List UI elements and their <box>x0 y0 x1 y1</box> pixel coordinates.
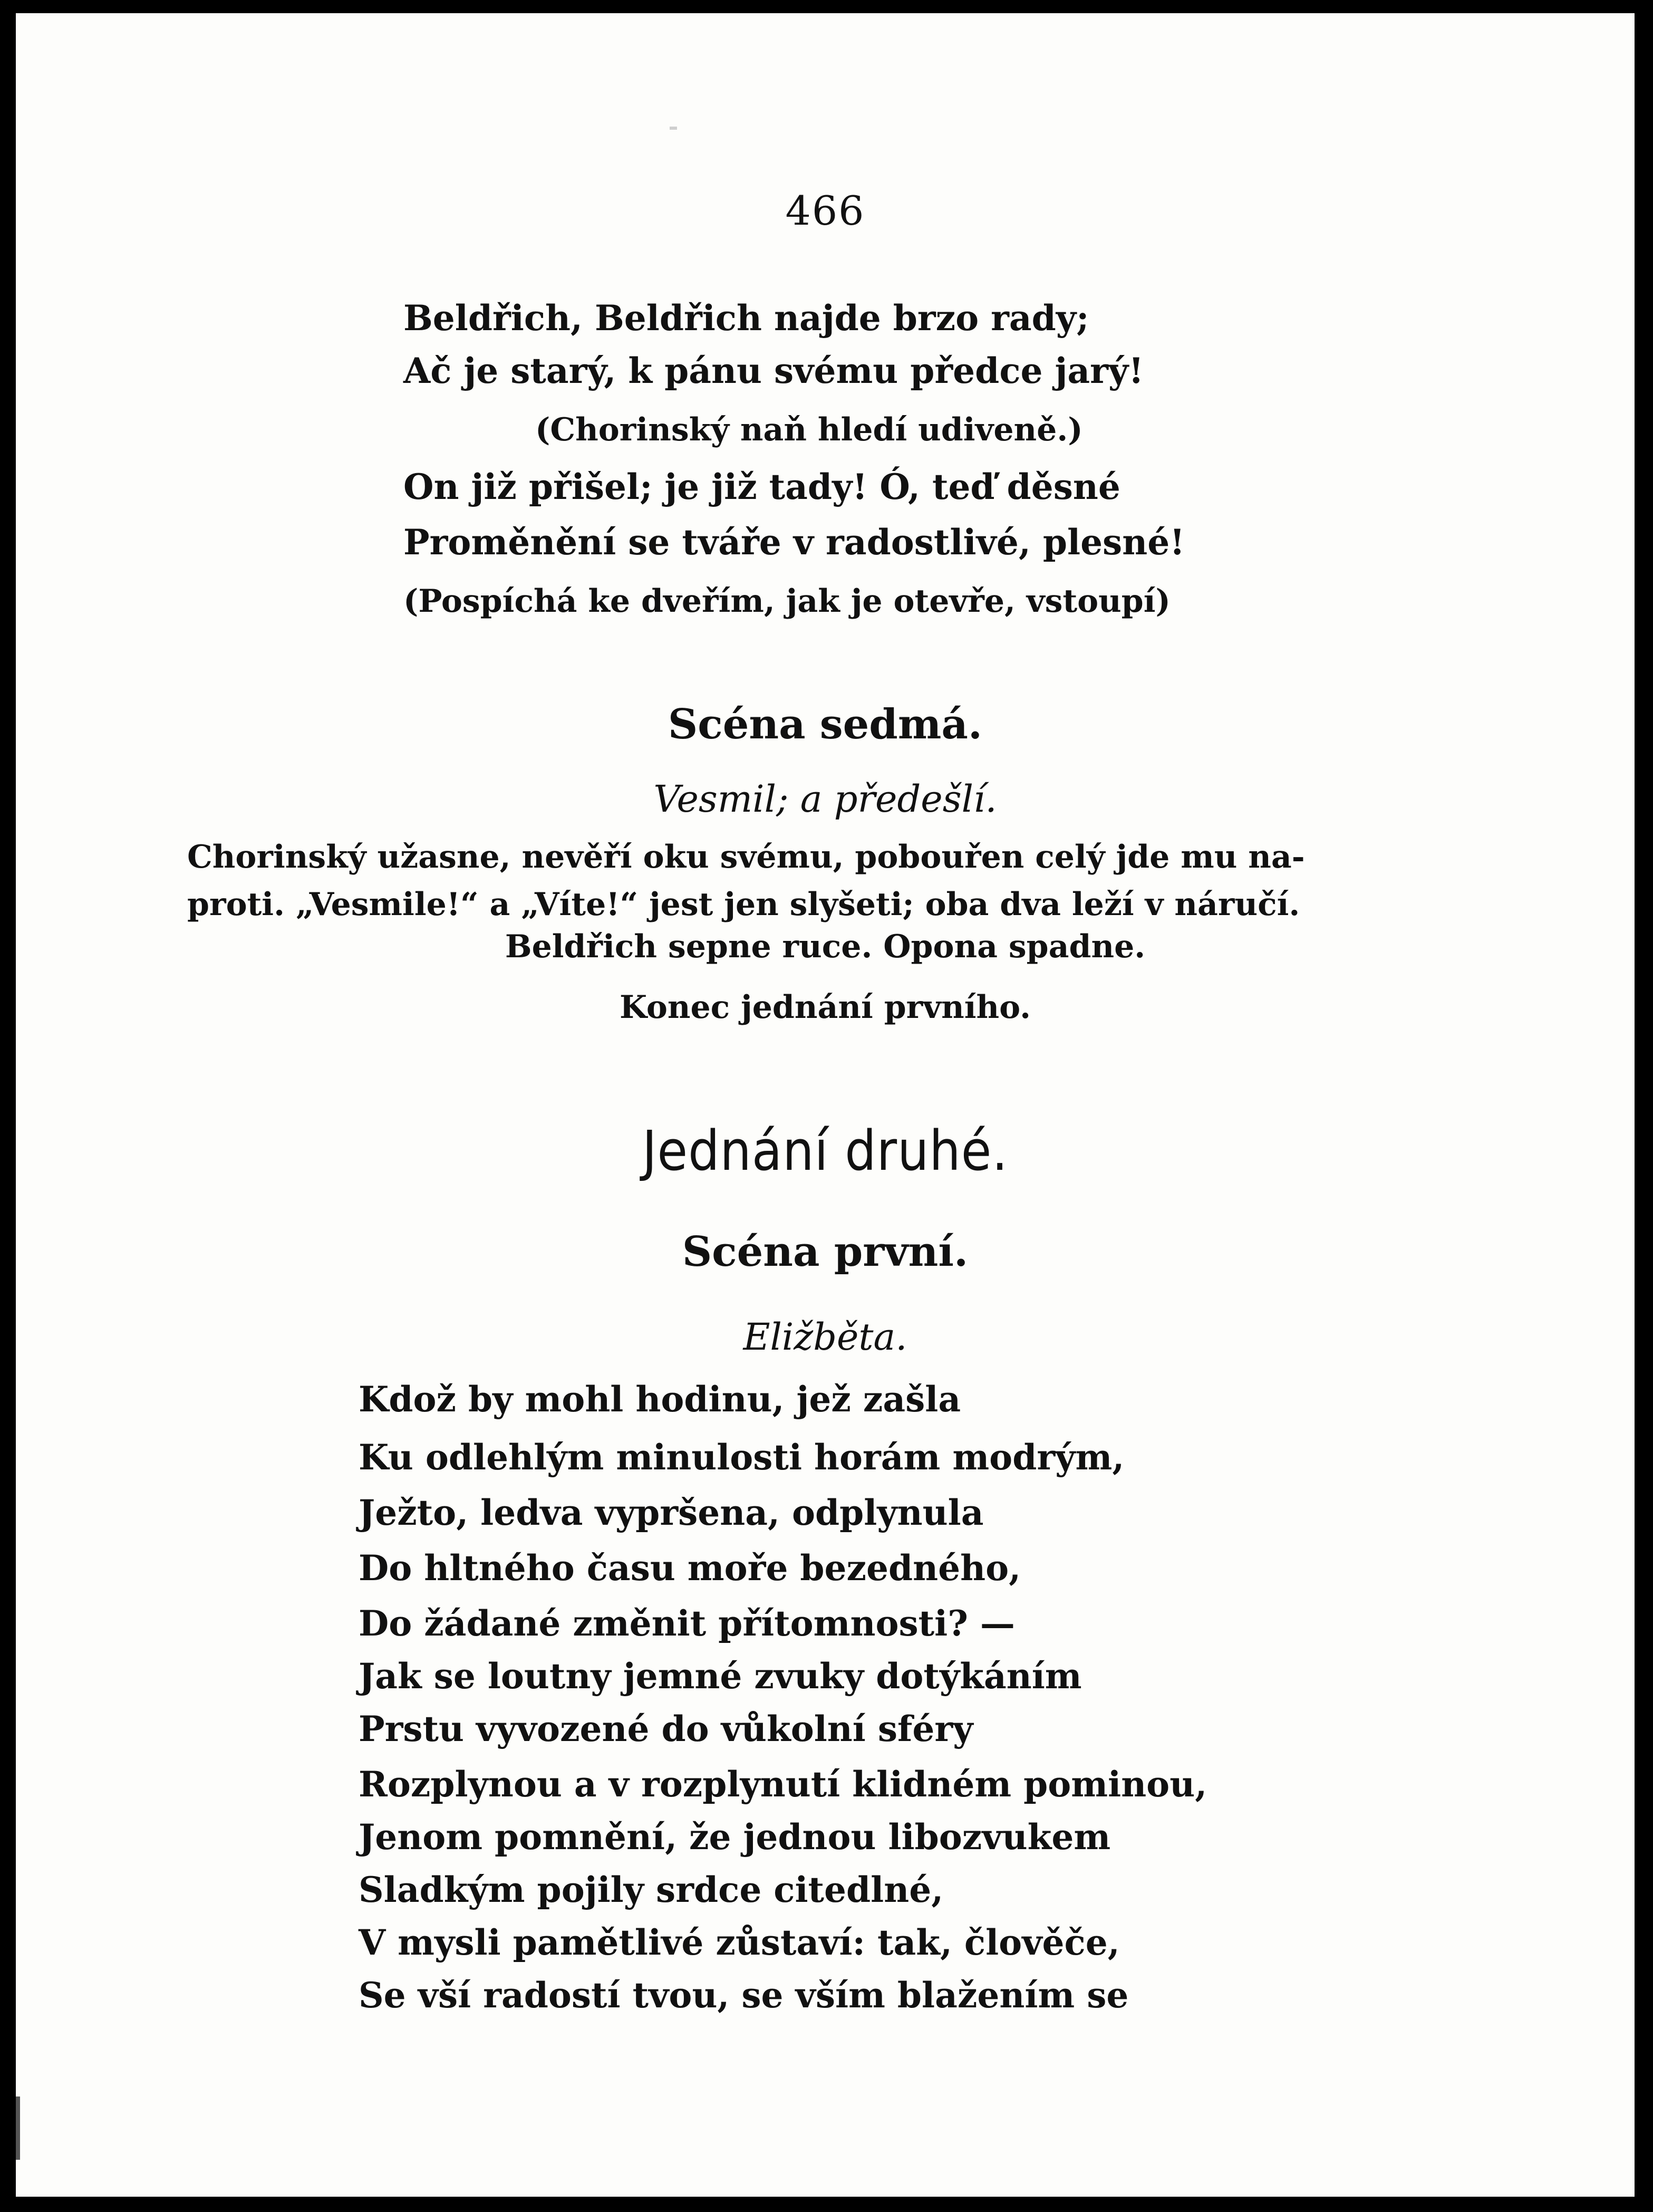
verse-line: Se vší radostí tvou, se vším blažením se <box>359 1975 1129 2016</box>
stage-direction: (Pospíchá ke dveřím, jak je otevře, vstoupí) <box>403 583 1171 620</box>
verse-line: Sladkým pojily srdce citedlné, <box>359 1869 944 1910</box>
stage-direction-line: proti. „Vesmile!“ a „Víte!“ jest jen slyšeti; oba dva leží v náručí. <box>187 886 1300 923</box>
verse-line: Kdož by mohl hodinu, jež zašla <box>359 1379 961 1420</box>
verse-line: Rozplynou a v rozplynutí klidném pominou, <box>359 1764 1207 1805</box>
scene-heading: Scéna první. <box>682 1228 969 1276</box>
act-end-note: Konec jednání prvního. <box>619 989 1031 1026</box>
scene-character: Eližběta. <box>743 1315 907 1359</box>
scan-edge-mark <box>16 2096 20 2160</box>
verse-line: Ježto, ledva vypršena, odplynula <box>359 1492 984 1533</box>
verse-line: Beldřich, Beldřich najde brzo rady; <box>403 297 1089 339</box>
page-number: 466 <box>785 187 865 234</box>
scan-speck <box>670 127 677 130</box>
verse-line: V mysli pamětlivé zůstaví: tak, člověče, <box>359 1922 1120 1963</box>
act-heading: Jednání druhé. <box>642 1119 1008 1183</box>
verse-line: Do žádané změnit přítomnosti? — <box>359 1603 1015 1644</box>
verse-line: Jak se loutny jemné zvuky dotýkáním <box>359 1656 1082 1697</box>
stage-direction-line: Chorinský užasne, nevěří oku svému, pobouřen celý jde mu na- <box>187 839 1305 876</box>
verse-line: Jenom pomnění, že jednou libozvukem <box>359 1816 1111 1858</box>
verse-line: Prstu vyvozené do vůkolní sféry <box>359 1708 973 1749</box>
stage-direction: (Chorinský naň hledí udiveně.) <box>535 411 1083 448</box>
verse-line: Do hltného času moře bezedného, <box>359 1547 1021 1589</box>
scene-characters: Vesmil; a předešlí. <box>653 777 997 821</box>
verse-line: Ač je starý, k pánu svému předce jarý! <box>403 350 1144 391</box>
verse-line: Proměnění se tváře v radostlivé, plesné! <box>403 522 1185 563</box>
verse-line: Ku odlehlým minulosti horám modrým, <box>359 1437 1125 1478</box>
book-page <box>16 13 1635 2197</box>
stage-direction-line: Beldřich sepne ruce. Opona spadne. <box>505 928 1146 965</box>
verse-line: On již přišel; je již tady! Ó, teď děsné <box>403 466 1120 507</box>
scene-heading: Scéna sedmá. <box>668 700 983 748</box>
